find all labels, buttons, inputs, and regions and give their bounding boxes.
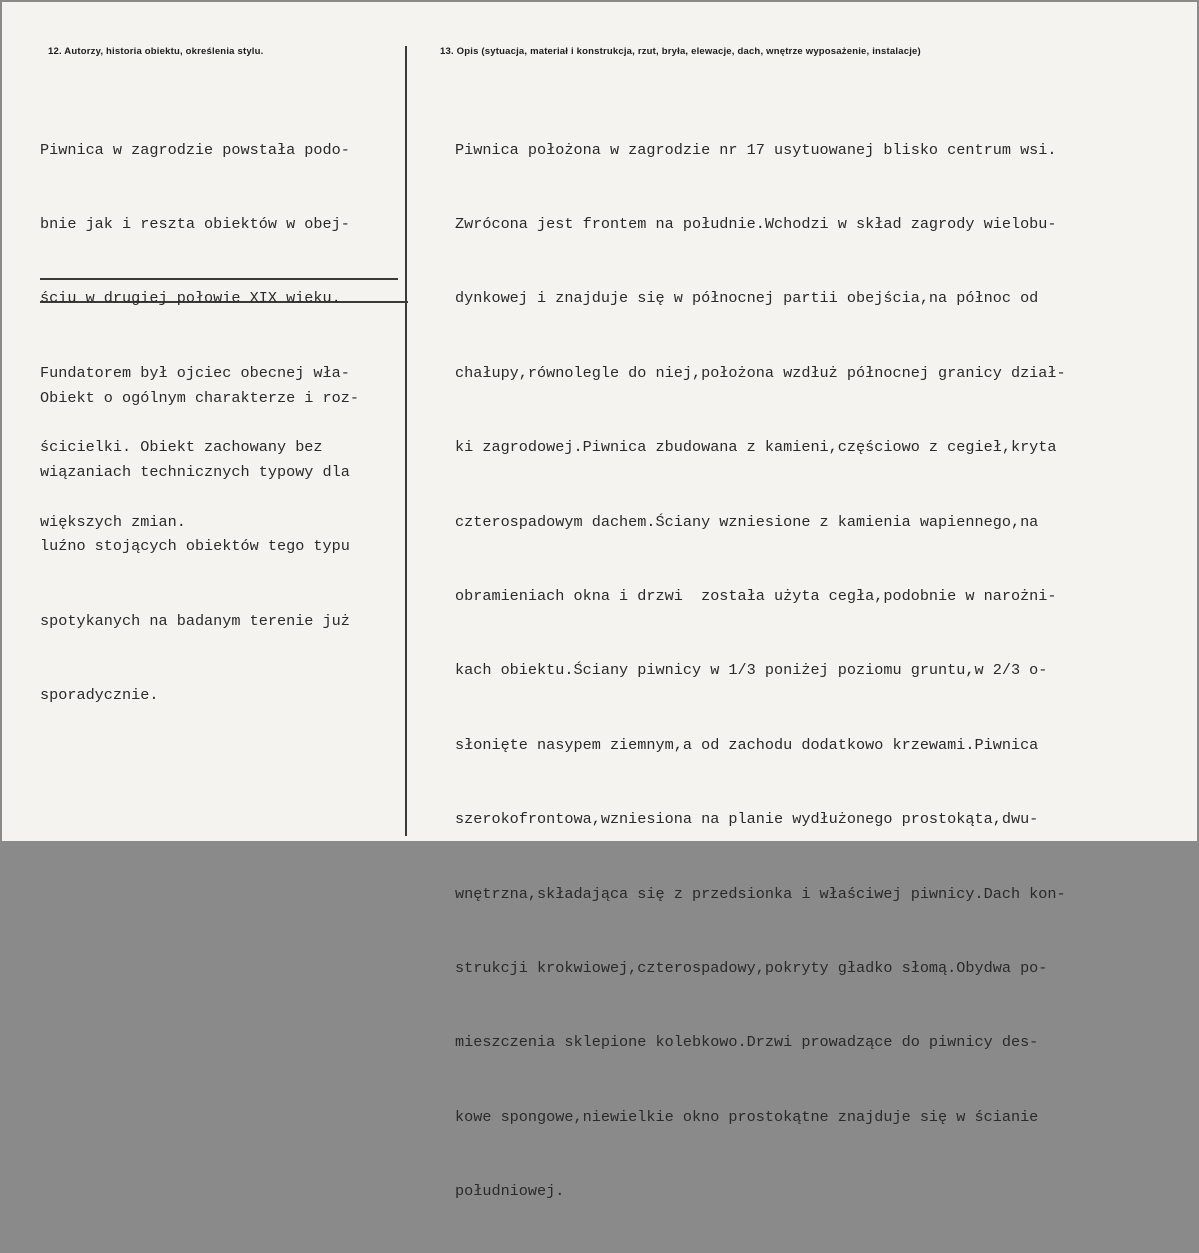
text-line: Zwrócona jest frontem na południe.Wchodzi w skład zagrody wielobu- xyxy=(455,214,1057,233)
text-line: luźno stojących obiektów tego typu xyxy=(40,537,350,556)
text-line: czterospadowym dachem.Ściany wzniesione z kamienia wapiennego,na xyxy=(455,512,1039,531)
text-line: ściu w drugiej połowie XIX wieku. xyxy=(40,289,341,308)
assessment-text xyxy=(40,336,359,758)
section-13-text xyxy=(455,88,1066,1253)
text-line: wnętrzna,składająca się z przedsionka i właściwej piwnicy.Dach kon- xyxy=(455,884,1066,903)
text-line: kowe spongowe,niewielkie okno prostokątne znajduje się w ścianie xyxy=(455,1107,1039,1126)
text-line: Obiekt o ogólnym charakterze i roz- xyxy=(40,388,359,407)
section-12-header: 12. Autorzy, historia obiektu, określenia stylu. xyxy=(48,46,264,57)
text-line: ki zagrodowej.Piwnica zbudowana z kamieni,częściowo z cegieł,kryta xyxy=(455,438,1057,457)
text-line: południowej. xyxy=(455,1182,565,1201)
text-line: słonięte nasypem ziemnym,a od zachodu dodatkowo krzewami.Piwnica xyxy=(455,735,1039,754)
text-line: ścicielki. Obiekt zachowany bez xyxy=(40,438,323,457)
text-line: Piwnica w zagrodzie powstała podo- xyxy=(40,140,350,159)
text-line: mieszczenia sklepione kolebkowo.Drzwi prowadzące do piwnicy des- xyxy=(455,1033,1039,1052)
text-line: dynkowej i znajduje się w północnej partii obejścia,na północ od xyxy=(455,289,1039,308)
text-line: strukcji krokwiowej,czterospadowy,pokryty gładko słomą.Obydwa po- xyxy=(455,958,1048,977)
text-line: kach obiektu.Ściany piwnicy w 1/3 poniżej poziomu gruntu,w 2/3 o- xyxy=(455,661,1048,680)
text-line: spotykanych na badanym terenie już xyxy=(40,611,350,630)
section-13-header: 13. Opis (sytuacja, materiał i konstrukcja, rzut, bryła, elewacje, dach, wnętrze wyposażenie, instalacje) xyxy=(440,46,921,57)
text-line: chałupy,równolegle do niej,położona wzdłuż północnej granicy dział- xyxy=(455,363,1066,382)
text-line: Fundatorem był ojciec obecnej wła- xyxy=(40,363,350,382)
text-line: wiązaniach technicznych typowy dla xyxy=(40,462,350,481)
text-line: szerokofrontowa,wzniesiona na planie wydłużonego prostokąta,dwu- xyxy=(455,810,1039,829)
text-line: Piwnica położona w zagrodzie nr 17 usytuowanej blisko centrum wsi. xyxy=(455,140,1057,159)
text-line: większych zmian. xyxy=(40,512,186,531)
column-divider xyxy=(405,46,407,836)
text-line: bnie jak i reszta obiektów w obej- xyxy=(40,214,350,233)
text-line: sporadycznie. xyxy=(40,686,159,705)
text-line: obramieniach okna i drzwi została użyta cegła,podobnie w narożni- xyxy=(455,586,1057,605)
record-card xyxy=(2,2,1197,1201)
